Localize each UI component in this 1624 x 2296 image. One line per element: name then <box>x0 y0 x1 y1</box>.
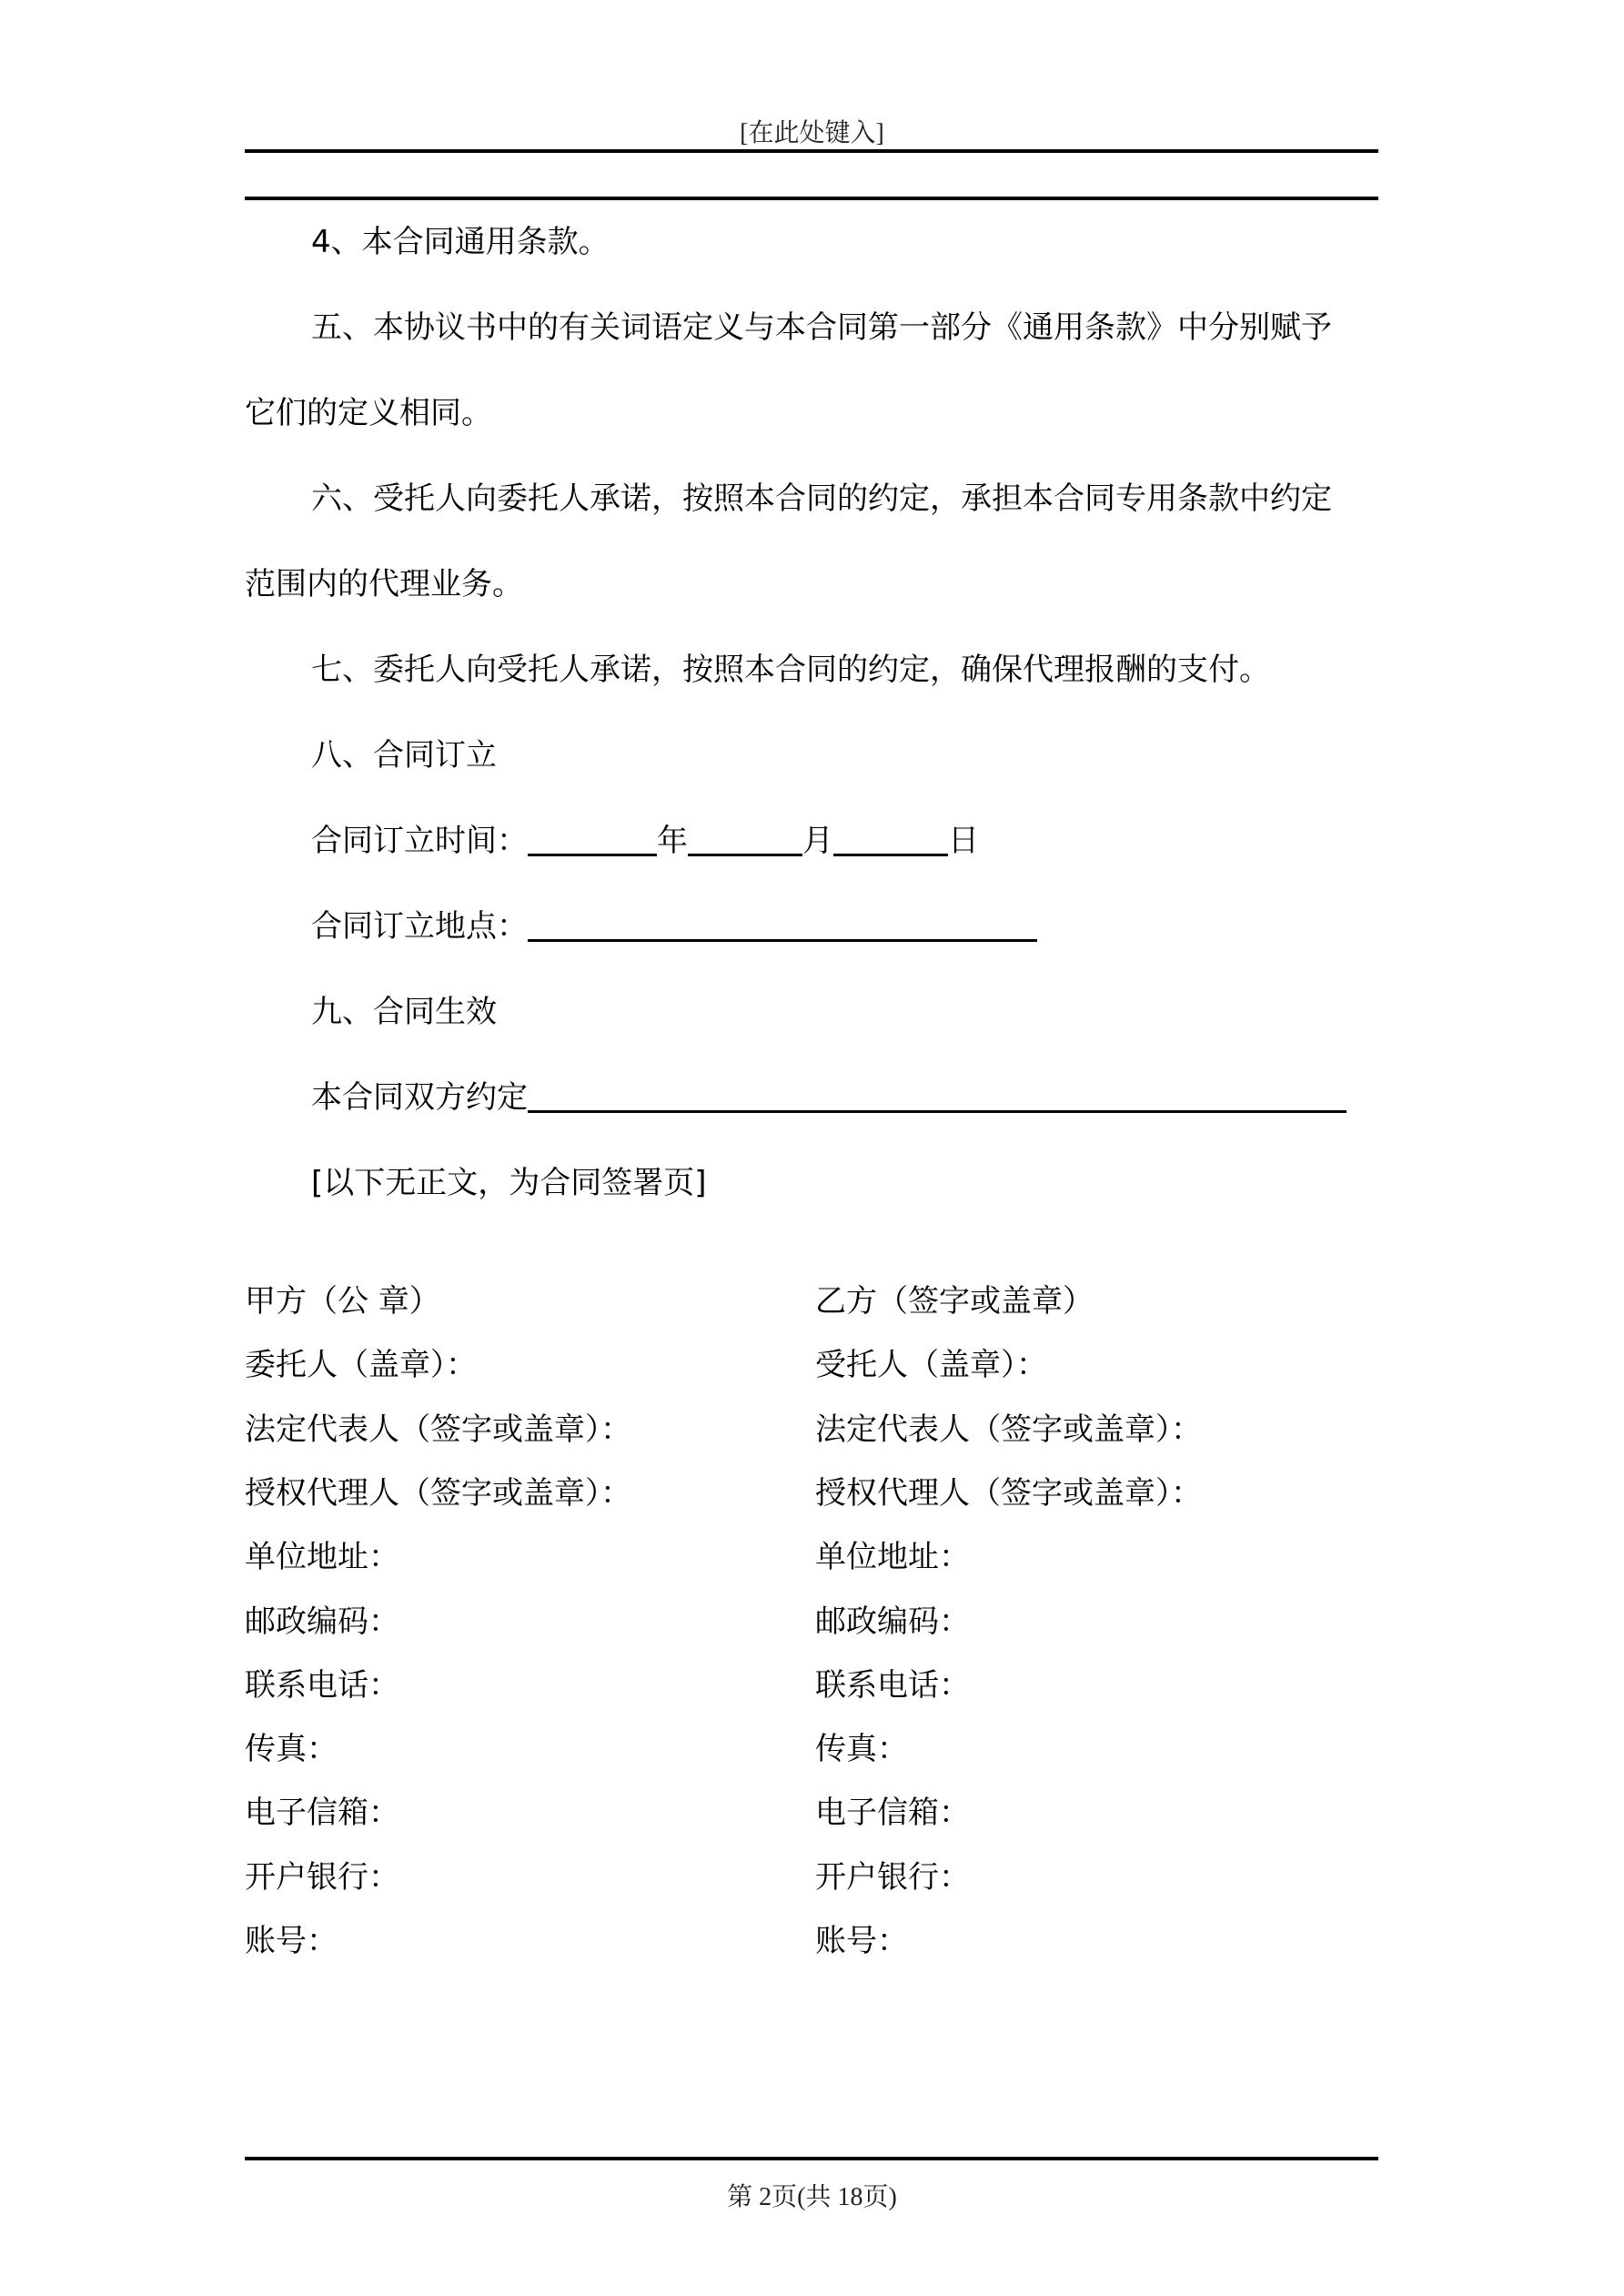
party-a-field-7: 传真： <box>245 1731 338 1767</box>
clause-7: 七、委托人向受托人承诺，按照本合同的约定，确保代理报酬的支付。 <box>311 652 1270 688</box>
sign-time-row <box>311 821 1448 861</box>
party-b-field-9: 开户银行： <box>815 1859 970 1896</box>
party-b-field-7: 传真： <box>815 1731 908 1767</box>
clause-5-line1: 五、本协议书中的有关词语定义与本合同第一部分《通用条款》中分别赋予 <box>311 309 1332 346</box>
page-header[interactable]: [在此处键入] <box>740 119 884 147</box>
clause-8-title: 八、合同订立 <box>311 737 497 774</box>
party-b-field-0: 乙方（签字或盖章） <box>815 1283 1094 1320</box>
party-b-field-2: 法定代表人（签字或盖章）： <box>815 1411 1202 1448</box>
year-blank[interactable] <box>528 823 657 856</box>
no-text-note: [以下无正文，为合同签署页] <box>311 1165 707 1201</box>
page-number: 第 2页(共 18页) <box>727 2183 897 2211</box>
party-b-field-1: 受托人（盖章）： <box>815 1347 1047 1383</box>
party-b-field-8: 电子信箱： <box>815 1795 970 1831</box>
party-a-field-3: 授权代理人（签字或盖章）： <box>245 1475 631 1512</box>
year-label: 年 <box>657 823 688 859</box>
effect-label: 本合同双方约定 <box>311 1079 528 1116</box>
clause-9-title: 九、合同生效 <box>311 994 497 1030</box>
party-a-field-9: 开户银行： <box>245 1859 399 1896</box>
day-label: 日 <box>948 823 979 859</box>
header-rule-lower <box>245 197 1378 200</box>
party-a-field-5: 邮政编码： <box>245 1603 399 1640</box>
party-b-field-5: 邮政编码： <box>815 1603 970 1640</box>
effect-blank[interactable] <box>528 1079 1347 1113</box>
party-b-field-4: 单位地址： <box>815 1539 970 1575</box>
month-label: 月 <box>802 823 833 859</box>
day-blank[interactable] <box>833 823 948 856</box>
footer-rule <box>245 2157 1378 2160</box>
party-a-field-8: 电子信箱： <box>245 1795 399 1831</box>
month-blank[interactable] <box>688 823 802 856</box>
party-a-field-0: 甲方（公 章） <box>245 1283 440 1320</box>
sign-place-row <box>311 906 1448 946</box>
party-a-field-1: 委托人（盖章）： <box>245 1347 477 1383</box>
sign-place-blank[interactable] <box>528 908 1037 942</box>
effect-row <box>311 1077 1448 1118</box>
sign-place-label: 合同订立地点： <box>311 908 528 945</box>
party-b-field-6: 联系电话： <box>815 1667 970 1704</box>
party-b-field-3: 授权代理人（签字或盖章）： <box>815 1475 1202 1512</box>
party-a-field-4: 单位地址： <box>245 1539 399 1575</box>
party-a-field-6: 联系电话： <box>245 1667 399 1704</box>
clause-4: 4、本合同通用条款。 <box>311 224 610 260</box>
sign-time-label: 合同订立时间： <box>311 823 528 859</box>
party-a-field-2: 法定代表人（签字或盖章）： <box>245 1411 631 1448</box>
party-a-field-10: 账号： <box>245 1923 338 1959</box>
header-rule <box>245 149 1378 153</box>
clause-5-line2: 它们的定义相同。 <box>245 395 492 431</box>
party-b-field-10: 账号： <box>815 1923 908 1959</box>
clause-6-line1: 六、受托人向委托人承诺，按照本合同的约定，承担本合同专用条款中约定 <box>311 480 1332 517</box>
clause-6-line2: 范围内的代理业务。 <box>245 566 523 602</box>
